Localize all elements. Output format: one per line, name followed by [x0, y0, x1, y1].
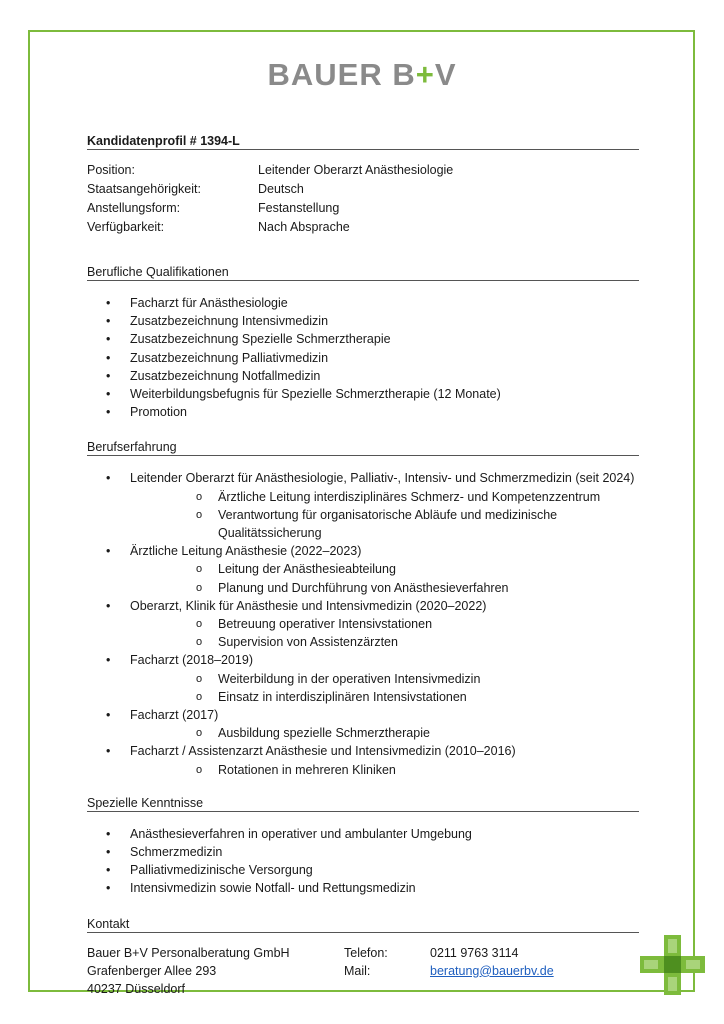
field-row	[87, 218, 639, 237]
qualifications-list	[87, 294, 639, 421]
sub-item: o Leitung der Anästhesieabteilung	[130, 560, 639, 578]
field-value: Deutsch	[258, 182, 304, 196]
logo-plus: +	[415, 57, 435, 92]
email-link[interactable]: beratung@bauerbv.de	[430, 963, 554, 978]
field-label: Anstellungsform:	[87, 201, 181, 215]
field-value: Festanstellung	[258, 201, 340, 215]
sub-item: o Planung und Durchführung von Anästhesieverfahren	[130, 579, 639, 597]
experience-title: Leitender Oberarzt für Anästhesiologie, Palliativ-, Intensiv- und Schmerzmedizin (seit 2024)	[130, 471, 635, 486]
field-row	[87, 180, 639, 199]
city: 40237 Düsseldorf	[87, 981, 185, 996]
sub-item: o Verantwortung für organisatorische Abläufe und medizinische Qualitätssicherung	[130, 506, 639, 542]
field-label: Position:	[87, 163, 135, 177]
field-value: Leitender Oberarzt Anästhesiologie	[258, 163, 454, 177]
experience-item	[87, 597, 639, 652]
list-item: • Anästhesieverfahren in operativer und ambulanter Umgebung	[87, 825, 639, 843]
contact-heading: Kontakt	[87, 916, 639, 933]
phone-row	[344, 944, 554, 962]
experience-sublist	[130, 761, 639, 779]
experience-sublist	[130, 560, 639, 596]
experience-title: Ärztliche Leitung Anästhesie (2022–2023)	[130, 544, 362, 559]
contact-address	[87, 944, 344, 998]
experience-sublist	[130, 615, 639, 651]
mail-label: Mail:	[344, 963, 371, 978]
sub-item: o Ärztliche Leitung interdisziplinäres Schmerz- und Kompetenzzentrum	[130, 488, 639, 506]
list-item: • Zusatzbezeichnung Spezielle Schmerztherapie	[87, 330, 639, 348]
sub-item: o Weiterbildung in der operativen Intensivmedizin	[130, 670, 639, 688]
experience-heading: Berufserfahrung	[87, 439, 639, 456]
experience-sublist	[130, 488, 639, 543]
list-item: • Schmerzmedizin	[87, 843, 639, 861]
list-item: • Promotion	[87, 403, 639, 421]
sub-item: o Betreuung operativer Intensivstationen	[130, 615, 639, 633]
contact-details	[344, 944, 554, 998]
list-item: • Weiterbildungsbefugnis für Spezielle Schmerztherapie (12 Monate)	[87, 385, 639, 403]
experience-item	[87, 706, 639, 742]
field-value: Nach Absprache	[258, 220, 350, 234]
sub-item: o Supervision von Assistenzärzten	[130, 633, 639, 651]
logo-text-2: V	[434, 57, 457, 92]
experience-item	[87, 651, 639, 706]
green-cross-icon	[640, 935, 705, 995]
list-item: • Facharzt für Anästhesiologie	[87, 294, 639, 312]
contact-block	[87, 944, 639, 998]
experience-title: Facharzt (2017)	[130, 708, 219, 723]
experience-title: Facharzt / Assistenzarzt Anästhesie und Intensivmedizin (2010–2016)	[130, 744, 516, 759]
sub-item: o Ausbildung spezielle Schmerztherapie	[130, 724, 639, 742]
experience-item	[87, 542, 639, 597]
company-name: Bauer B+V Personalberatung GmbH	[87, 945, 290, 960]
experience-item	[87, 742, 639, 778]
qualifications-heading: Berufliche Qualifikationen	[87, 264, 639, 281]
sub-item: o Einsatz in interdisziplinären Intensivstationen	[130, 688, 639, 706]
list-item: • Intensivmedizin sowie Notfall- und Rettungsmedizin	[87, 879, 639, 897]
field-row	[87, 199, 639, 218]
list-item: • Zusatzbezeichnung Palliativmedizin	[87, 349, 639, 367]
street: Grafenberger Allee 293	[87, 963, 217, 978]
experience-sublist	[130, 724, 639, 742]
profile-title: Kandidatenprofil # 1394-L	[87, 133, 639, 150]
experience-title: Oberarzt, Klinik für Anästhesie und Intensivmedizin (2020–2022)	[130, 598, 487, 613]
mail-row	[344, 962, 554, 980]
experience-item	[87, 469, 639, 542]
experience-title: Facharzt (2018–2019)	[130, 653, 253, 668]
list-item: • Zusatzbezeichnung Notfallmedizin	[87, 367, 639, 385]
list-item: • Palliativmedizinische Versorgung	[87, 861, 639, 879]
field-row	[87, 161, 639, 180]
company-logo	[0, 57, 724, 93]
profile-content	[87, 133, 639, 998]
skills-heading: Spezielle Kenntnisse	[87, 795, 639, 812]
profile-fields	[87, 161, 639, 237]
phone-label: Telefon:	[344, 945, 388, 960]
experience-sublist	[130, 670, 639, 706]
skills-list	[87, 825, 639, 898]
phone-number: 0211 9763 3114	[430, 945, 519, 960]
field-label: Verfügbarkeit:	[87, 220, 165, 234]
field-label: Staatsangehörigkeit:	[87, 182, 201, 196]
sub-item: o Rotationen in mehreren Kliniken	[130, 761, 639, 779]
list-item: • Zusatzbezeichnung Intensivmedizin	[87, 312, 639, 330]
experience-list	[87, 469, 639, 778]
logo-text-1: BAUER B	[267, 57, 416, 92]
